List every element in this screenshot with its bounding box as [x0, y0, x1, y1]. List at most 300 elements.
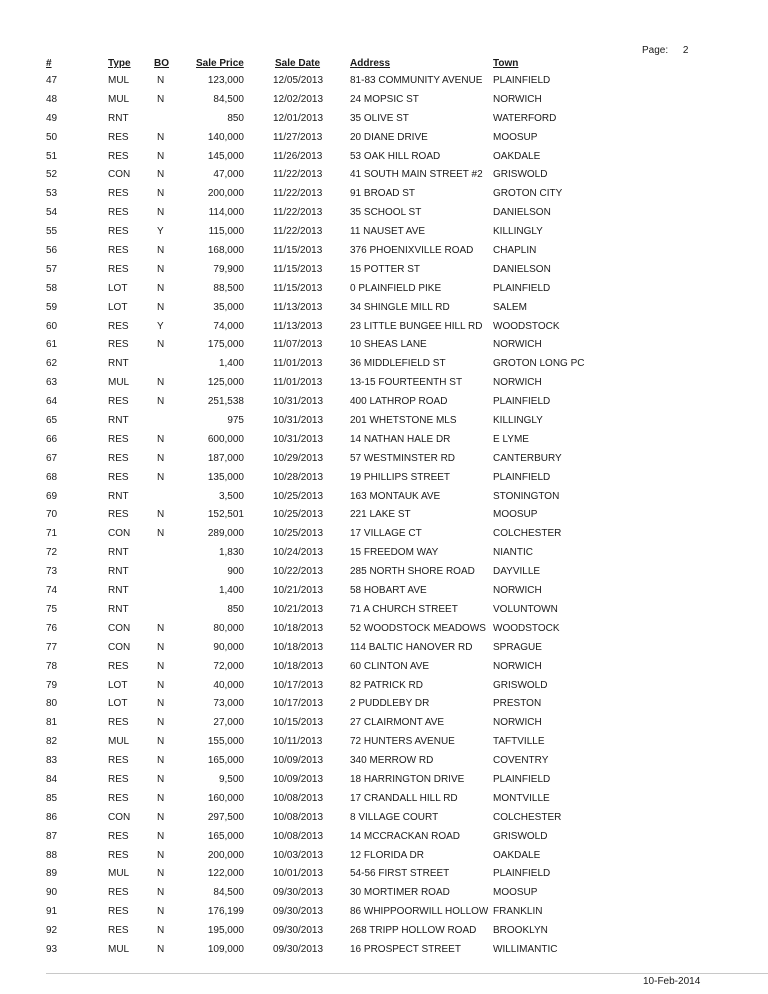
bo-flag: N: [157, 773, 165, 785]
row-number: 83: [46, 755, 58, 767]
row-number: 80: [46, 698, 58, 710]
sale-price: 850: [227, 603, 244, 615]
address: 58 HOBART AVE: [350, 585, 427, 597]
table-row: [0, 793, 768, 812]
sale-date: 10/31/2013: [273, 433, 324, 445]
row-number: 60: [46, 320, 58, 332]
bo-flag: N: [157, 887, 165, 899]
row-number: 88: [46, 849, 58, 861]
table-row: [0, 396, 768, 415]
sale-price: 72,000: [213, 660, 244, 672]
town: PLAINFIELD: [493, 396, 551, 408]
column-header-sale-price: Sale Price: [196, 58, 244, 69]
sale-date: 10/08/2013: [273, 811, 324, 823]
row-number: 79: [46, 679, 58, 691]
address: 400 LATHROP ROAD: [350, 396, 448, 408]
table-row: [0, 887, 768, 906]
town: COLCHESTER: [493, 528, 562, 540]
row-number: 89: [46, 868, 58, 880]
row-number: 52: [46, 169, 58, 181]
address: 71 A CHURCH STREET: [350, 603, 458, 615]
bo-flag: N: [157, 679, 165, 691]
table-row: [0, 302, 768, 321]
sale-type: RES: [108, 207, 129, 219]
row-number: 58: [46, 282, 58, 294]
address: 163 MONTAUK AVE: [350, 490, 441, 502]
sale-type: RES: [108, 830, 129, 842]
sale-date: 11/22/2013: [273, 226, 323, 238]
bo-flag: N: [157, 188, 165, 200]
table-row: [0, 755, 768, 774]
column-header-sale-date: Sale Date: [275, 58, 321, 69]
address: 201 WHETSTONE MLS: [350, 415, 457, 427]
row-number: 93: [46, 943, 58, 955]
table-row: [0, 736, 768, 755]
address: 268 TRIPP HOLLOW ROAD: [350, 925, 477, 937]
sale-date: 10/09/2013: [273, 755, 324, 767]
table-row: [0, 434, 768, 453]
row-number: 56: [46, 245, 58, 257]
sale-type: RNT: [108, 603, 129, 615]
sale-price: 3,500: [218, 490, 244, 502]
sale-type: RES: [108, 792, 129, 804]
sale-type: RNT: [108, 358, 129, 370]
sale-date: 10/17/2013: [273, 679, 324, 691]
bo-flag: N: [157, 93, 165, 105]
address: 13-15 FOURTEENTH ST: [350, 377, 463, 389]
bo-flag: N: [157, 75, 165, 86]
table-row: [0, 906, 768, 925]
town: KILLINGLY: [493, 226, 543, 238]
sale-date: 10/01/2013: [273, 868, 324, 880]
address: 91 BROAD ST: [350, 188, 416, 200]
bo-flag: Y: [157, 226, 164, 238]
sale-price: 1,400: [218, 358, 244, 370]
address: 14 NATHAN HALE DR: [350, 433, 451, 445]
sale-type: RES: [108, 320, 129, 332]
sale-type: RNT: [108, 490, 129, 502]
sale-date: 11/07/2013: [273, 339, 323, 351]
bo-flag: Y: [157, 320, 164, 332]
sale-date: 09/30/2013: [273, 925, 324, 937]
page-indicator: [642, 45, 688, 56]
address: 114 BALTIC HANOVER RD: [350, 641, 473, 653]
row-number: 48: [46, 93, 58, 105]
table-row: [0, 207, 768, 226]
sale-date: 10/21/2013: [273, 603, 324, 615]
table-row: [0, 566, 768, 585]
row-number: 78: [46, 660, 58, 672]
bo-flag: N: [157, 263, 165, 275]
town: TAFTVILLE: [493, 736, 545, 748]
town: GRISWOLD: [493, 679, 548, 691]
sale-price: 176,199: [207, 906, 244, 918]
town: VOLUNTOWN: [493, 603, 558, 615]
sale-date: 10/25/2013: [273, 509, 324, 521]
bo-flag: N: [157, 717, 165, 729]
sale-price: 125,000: [207, 377, 244, 389]
address: 10 SHEAS LANE: [350, 339, 427, 351]
sale-type: RES: [108, 755, 129, 767]
sale-type: MUL: [108, 377, 130, 389]
address: 36 MIDDLEFIELD ST: [350, 358, 446, 370]
town: OAKDALE: [493, 849, 541, 861]
address: 23 LITTLE BUNGEE HILL RD: [350, 320, 483, 332]
sale-date: 10/31/2013: [273, 396, 324, 408]
bo-flag: N: [157, 433, 165, 445]
sale-date: 11/15/2013: [273, 263, 323, 275]
table-row: [0, 188, 768, 207]
sale-price: 152,501: [207, 509, 244, 521]
table-row: [0, 245, 768, 264]
table-row: [0, 698, 768, 717]
sale-type: RES: [108, 188, 129, 200]
row-number: 54: [46, 207, 58, 219]
bo-flag: N: [157, 868, 165, 880]
sale-price: 140,000: [207, 131, 244, 143]
table-row: [0, 812, 768, 831]
address: 86 WHIPPOORWILL HOLLOW: [350, 906, 488, 918]
row-number: 92: [46, 925, 58, 937]
sale-date: 10/11/2013: [273, 736, 323, 748]
sale-date: 12/02/2013: [273, 93, 324, 105]
town: DANIELSON: [493, 207, 551, 219]
row-number: 77: [46, 641, 58, 653]
row-number: 59: [46, 301, 58, 313]
town: MOOSUP: [493, 887, 538, 899]
sale-type: RNT: [108, 415, 129, 427]
bo-flag: N: [157, 245, 165, 257]
sale-type: RES: [108, 396, 129, 408]
sale-date: 10/25/2013: [273, 528, 324, 540]
bo-flag: N: [157, 396, 165, 408]
sale-type: MUL: [108, 75, 130, 86]
sale-price: 123,000: [207, 75, 244, 86]
table-row: [0, 472, 768, 491]
address: 20 DIANE DRIVE: [350, 131, 428, 143]
town: NORWICH: [493, 660, 542, 672]
address: 72 HUNTERS AVENUE: [350, 736, 455, 748]
town: PLAINFIELD: [493, 75, 551, 86]
town: WILLIMANTIC: [493, 943, 558, 955]
sale-type: MUL: [108, 868, 130, 880]
address: 41 SOUTH MAIN STREET #2: [350, 169, 483, 181]
sale-date: 10/08/2013: [273, 830, 324, 842]
bo-flag: N: [157, 622, 165, 634]
row-number: 47: [46, 75, 58, 86]
address: 27 CLAIRMONT AVE: [350, 717, 445, 729]
row-number: 68: [46, 471, 58, 483]
address: 54-56 FIRST STREET: [350, 868, 450, 880]
sale-type: RES: [108, 263, 129, 275]
table-row: [0, 358, 768, 377]
address: 0 PLAINFIELD PIKE: [350, 282, 442, 294]
sale-type: RES: [108, 849, 129, 861]
row-number: 67: [46, 452, 58, 464]
table-row: [0, 283, 768, 302]
sale-type: RNT: [108, 566, 129, 578]
table-row: [0, 94, 768, 113]
town: WOODSTOCK: [493, 622, 560, 634]
row-number: 84: [46, 773, 58, 785]
sale-price: 155,000: [207, 736, 244, 748]
sale-date: 11/22/2013: [273, 207, 323, 219]
bo-flag: N: [157, 736, 165, 748]
town: NORWICH: [493, 717, 542, 729]
address: 17 CRANDALL HILL RD: [350, 792, 458, 804]
table-row: [0, 642, 768, 661]
town: SPRAGUE: [493, 641, 542, 653]
sale-type: RES: [108, 226, 129, 238]
town: PLAINFIELD: [493, 471, 551, 483]
table-row: [0, 264, 768, 283]
row-number: 49: [46, 112, 58, 124]
bo-flag: N: [157, 925, 165, 937]
town: PLAINFIELD: [493, 282, 551, 294]
table-row: [0, 377, 768, 396]
row-number: 57: [46, 263, 58, 275]
sale-type: MUL: [108, 93, 130, 105]
table-row: [0, 604, 768, 623]
sale-price: 80,000: [213, 622, 244, 634]
table-row: [0, 680, 768, 699]
sale-date: 10/17/2013: [273, 698, 324, 710]
sale-date: 10/28/2013: [273, 471, 324, 483]
sale-price: 1,400: [218, 585, 244, 597]
sale-date: 10/09/2013: [273, 773, 324, 785]
sale-date: 09/30/2013: [273, 906, 324, 918]
sale-price: 109,000: [207, 943, 244, 955]
sale-type: LOT: [108, 679, 128, 691]
town: GROTON CITY: [493, 188, 563, 200]
table-header: [0, 58, 768, 70]
sale-price: 27,000: [213, 717, 244, 729]
sale-type: RES: [108, 433, 129, 445]
row-number: 55: [46, 226, 58, 238]
sale-price: 297,500: [207, 811, 244, 823]
row-number: 87: [46, 830, 58, 842]
row-number: 65: [46, 415, 58, 427]
bo-flag: N: [157, 169, 165, 181]
sale-price: 115,000: [208, 226, 244, 238]
address: 52 WOODSTOCK MEADOWS: [350, 622, 486, 634]
sale-date: 10/03/2013: [273, 849, 324, 861]
bo-flag: N: [157, 906, 165, 918]
sale-price: 195,000: [207, 925, 244, 937]
sale-type: MUL: [108, 943, 130, 955]
sale-price: 168,000: [207, 245, 244, 257]
sale-price: 975: [227, 415, 244, 427]
sale-type: CON: [108, 811, 131, 823]
address: 340 MERROW RD: [350, 755, 434, 767]
row-number: 74: [46, 585, 58, 597]
address: 15 POTTER ST: [350, 263, 421, 275]
bo-flag: N: [157, 641, 165, 653]
table-row: [0, 339, 768, 358]
town: CANTERBURY: [493, 452, 562, 464]
sale-date: 11/27/2013: [273, 131, 323, 143]
address: 285 NORTH SHORE ROAD: [350, 566, 475, 578]
sale-date: 10/29/2013: [273, 452, 324, 464]
table-row: [0, 321, 768, 340]
sale-type: RES: [108, 717, 129, 729]
sale-type: RES: [108, 660, 129, 672]
town: KILLINGLY: [493, 415, 543, 427]
sale-price: 88,500: [213, 282, 244, 294]
column-header-address: Address: [350, 58, 391, 69]
address: 30 MORTIMER ROAD: [350, 887, 450, 899]
sale-date: 10/15/2013: [273, 717, 324, 729]
sale-type: RES: [108, 773, 129, 785]
bo-flag: N: [157, 377, 165, 389]
sale-type: RES: [108, 906, 129, 918]
town: GROTON LONG PC: [493, 358, 585, 370]
sale-type: RES: [108, 131, 129, 143]
table-row: [0, 868, 768, 887]
town: SALEM: [493, 301, 527, 313]
town: MOOSUP: [493, 131, 538, 143]
bo-flag: N: [157, 282, 165, 294]
address: 19 PHILLIPS STREET: [350, 471, 451, 483]
sale-type: RES: [108, 925, 129, 937]
sale-date: 11/01/2013: [273, 377, 323, 389]
bo-flag: N: [157, 755, 165, 767]
row-number: 90: [46, 887, 58, 899]
bo-flag: N: [157, 528, 165, 540]
sale-price: 35,000: [213, 301, 244, 313]
page-number: 2: [682, 45, 689, 56]
address: 18 HARRINGTON DRIVE: [350, 773, 465, 785]
address: 11 NAUSET AVE: [350, 226, 426, 238]
table-row: [0, 717, 768, 736]
table-row: [0, 509, 768, 528]
town: DAYVILLE: [493, 566, 541, 578]
sale-type: RES: [108, 245, 129, 257]
row-number: 75: [46, 603, 58, 615]
address: 24 MOPSIC ST: [350, 93, 419, 105]
sale-price: 90,000: [213, 641, 244, 653]
sale-price: 122,000: [207, 868, 244, 880]
town: MOOSUP: [493, 509, 538, 521]
row-number: 85: [46, 792, 58, 804]
bo-flag: N: [157, 150, 165, 162]
sale-price: 145,000: [207, 150, 244, 162]
sale-date: 10/18/2013: [273, 641, 324, 653]
sale-type: RES: [108, 471, 129, 483]
sale-date: 11/13/2013: [273, 301, 323, 313]
row-number: 86: [46, 811, 58, 823]
footer-date: 10-Feb-2014: [643, 976, 701, 987]
footer-divider: [46, 973, 768, 974]
address: 2 PUDDLEBY DR: [350, 698, 430, 710]
table-row: [0, 528, 768, 547]
row-number: 73: [46, 566, 58, 578]
town: DANIELSON: [493, 263, 551, 275]
sale-price: 1,830: [218, 547, 244, 559]
sale-date: 10/24/2013: [273, 547, 324, 559]
sale-date: 11/22/2013: [273, 169, 323, 181]
sale-date: 10/08/2013: [273, 792, 324, 804]
bo-flag: N: [157, 792, 165, 804]
bo-flag: N: [157, 452, 165, 464]
sale-type: LOT: [108, 698, 128, 710]
sale-date: 12/01/2013: [273, 112, 324, 124]
row-number: 50: [46, 131, 58, 143]
sale-price: 74,000: [213, 320, 244, 332]
row-number: 51: [46, 150, 58, 162]
address: 53 OAK HILL ROAD: [350, 150, 441, 162]
bo-flag: N: [157, 849, 165, 861]
row-number: 64: [46, 396, 58, 408]
sale-price: 600,000: [207, 433, 244, 445]
sale-price: 84,500: [213, 93, 244, 105]
address: 57 WESTMINSTER RD: [350, 452, 456, 464]
sale-price: 251,538: [207, 396, 244, 408]
address: 35 OLIVE ST: [350, 112, 409, 124]
town: FRANKLIN: [493, 906, 543, 918]
column-header-town: Town: [493, 58, 519, 69]
row-number: 62: [46, 358, 58, 370]
sale-price: 165,000: [207, 830, 244, 842]
sale-type: RES: [108, 339, 129, 351]
table-row: [0, 925, 768, 944]
bo-flag: N: [157, 660, 165, 672]
sale-price: 79,900: [213, 263, 244, 275]
sale-price: 135,000: [207, 471, 244, 483]
sale-price: 9,500: [218, 773, 244, 785]
sale-type: RNT: [108, 547, 129, 559]
sales-table-body: [0, 75, 768, 963]
address: 60 CLINTON AVE: [350, 660, 430, 672]
sale-price: 84,500: [213, 887, 244, 899]
sale-date: 10/18/2013: [273, 622, 324, 634]
bo-flag: N: [157, 830, 165, 842]
town: NORWICH: [493, 339, 542, 351]
sale-type: LOT: [108, 301, 128, 313]
sale-type: CON: [108, 528, 131, 540]
town: WATERFORD: [493, 112, 557, 124]
address: 376 PHOENIXVILLE ROAD: [350, 245, 474, 257]
sale-type: RES: [108, 887, 129, 899]
address: 221 LAKE ST: [350, 509, 411, 521]
address: 81-83 COMMUNITY AVENUE: [350, 75, 483, 86]
town: OAKDALE: [493, 150, 541, 162]
town: NIANTIC: [493, 547, 533, 559]
table-row: [0, 75, 768, 94]
sale-price: 114,000: [208, 207, 244, 219]
table-row: [0, 547, 768, 566]
town: MONTVILLE: [493, 792, 550, 804]
sale-type: LOT: [108, 282, 128, 294]
bo-flag: N: [157, 207, 165, 219]
table-row: [0, 850, 768, 869]
row-number: 71: [46, 528, 58, 540]
row-number: 66: [46, 433, 58, 445]
sale-price: 900: [227, 566, 244, 578]
sale-price: 47,000: [213, 169, 244, 181]
sale-date: 11/15/2013: [273, 282, 323, 294]
sale-type: RES: [108, 452, 129, 464]
sale-type: RES: [108, 509, 129, 521]
table-row: [0, 132, 768, 151]
sale-date: 10/25/2013: [273, 490, 324, 502]
row-number: 63: [46, 377, 58, 389]
table-row: [0, 491, 768, 510]
bo-flag: N: [157, 509, 165, 521]
row-number: 91: [46, 906, 58, 918]
sale-type: MUL: [108, 736, 130, 748]
row-number: 72: [46, 547, 58, 559]
